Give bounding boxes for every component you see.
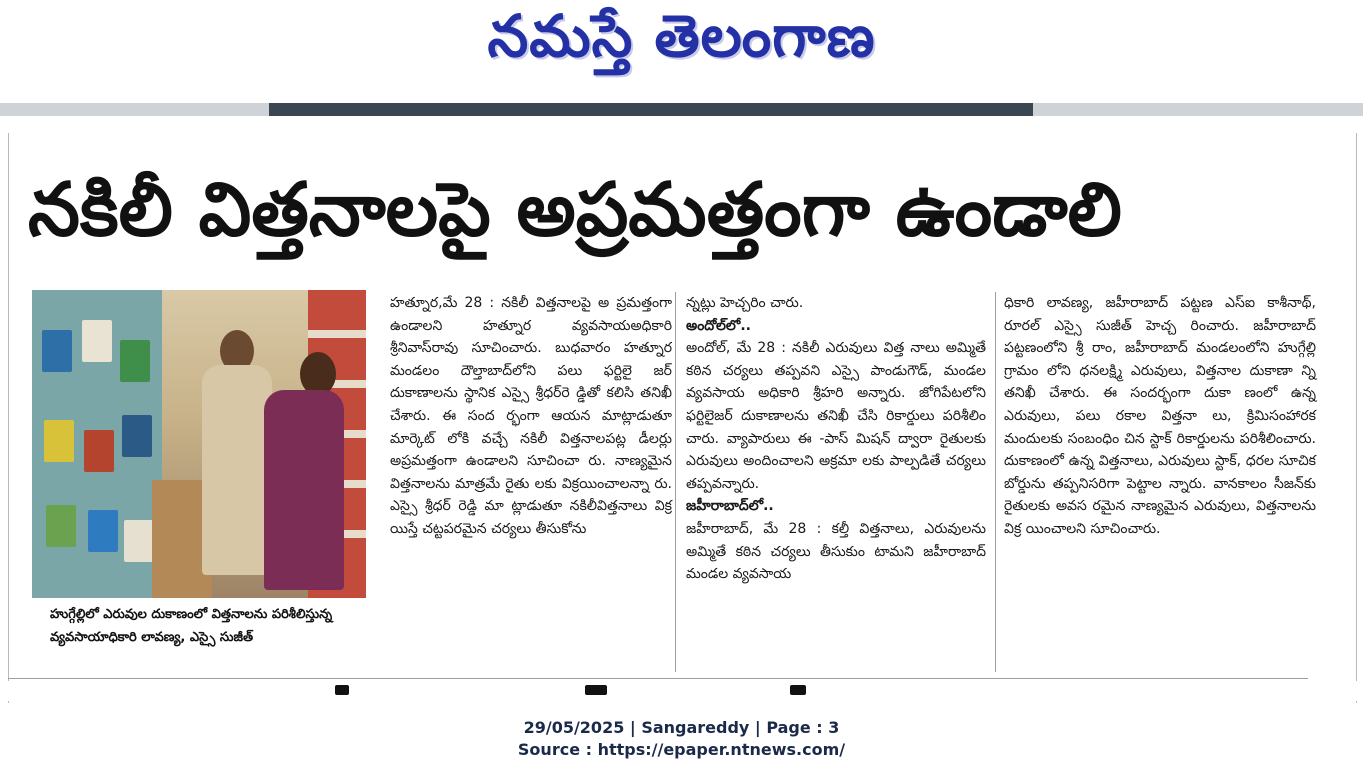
article-column-2 — [686, 292, 986, 586]
photo-shelf-left — [32, 290, 162, 598]
page-footer — [0, 717, 1363, 761]
clipping-left-border — [8, 133, 9, 703]
subheading-zaheerabad: జహీరాబాద్‌లో.. — [686, 498, 774, 515]
photo-caption: హుగ్గేల్లిలో ఎరువుల దుకాణంలో విత్తనాలను పరిశీలిస్తున్న వ్యవసాయాధికారి లావణ్య, ఎస్సై సుజీత్ — [50, 607, 333, 645]
article-bottom-rule — [8, 678, 1308, 679]
column-divider — [675, 292, 676, 672]
footer-date-edition: 29/05/2025 | Sangareddy | Page : 3 — [523, 718, 840, 737]
masthead-rule-accent — [269, 103, 1033, 116]
masthead — [0, 0, 1363, 100]
subheading-andol: అందోల్‌లో.. — [686, 317, 751, 334]
clipping-right-border — [1356, 133, 1357, 703]
article-headline: నకిలీ విత్తనాలపై అప్రమత్తంగా ఉండాలి — [28, 167, 1122, 253]
article-photo — [32, 290, 366, 598]
article-column-3 — [1004, 292, 1316, 541]
column-1-text: హత్నూర,మే 28 : నకిలీ విత్తనాలపై అ ప్రమత్తంగా ఉండాలని హత్నూర వ్యవసాయఅధికారి శ్రీనివాస్‌రావు సూచించారు. బుధవారం హత్నూర మండలం దౌల్తాబాద్‌లోని పలు ఫర్టిలై జర్ దుకాణాలను స్థానిక ఎస్సై శ్రీధర్‌రె డ్డితో కలిసి తనిఖీ చేశారు. ఈ సంద ర్భంగా ఆయన మాట్లాడుతూ మార్కెట్ లోకి వచ్చే నకిలీ విత్తనాలపట్ల డీలర్లు అప్రమత్తంగా ఉండాలని సూచించా రు. నాణ్యమైన విత్తనాలను మాత్రమే రైతు లకు విక్రయించాలన్నా రు. ఎస్సై శ్రీధర్ రెడ్డి మా ట్లాడుతూ నకిలీవిత్తనాలు విక్ర యిస్తే చట్టపరమైన చర్యలు తీసుకోను — [390, 295, 672, 537]
next-article-strip — [0, 681, 1363, 701]
column-3-text: ధికారి లావణ్య, జహీరాబాద్ పట్టణ ఎస్ఐ కాశీనాథ్, రూరల్ ఎస్సై సుజీత్ హెచ్చ రించారు. జహీరాబాద్ పట్టణంలోని శ్రీ రాం, జహీరాబాద్ మండలంలోని హుగ్గేల్లి గ్రామం లోని ధనలక్ష్మి ఎరువులు, విత్తనాల దుకాణా న్ని తనిఖీ చేశారు. ఈ సందర్భంగా దుకా ణంలో ఉన్న ఎరువులు, పలు రకాల విత్తనా లు, క్రిమిసంహారక మందులకు సంబంధిం చిన స్టాక్ రికార్డులను పరిశీలించారు. దుకాణంలో ఉన్న విత్తనాలు, ఎరువులు స్టాక్, ధరల సూచిక బోర్డును తప్పనిసరిగా పెట్టాల న్నారు. వానకాలం సీజన్‌కు రైతులకు అవస రమైన నాణ్యమైన ఎరువులు, విత్తనాలను విక్ర యించాలని సూచించారు. — [1004, 295, 1316, 537]
column-2-paragraph-2: జహీరాబాద్, మే 28 : కల్తీ విత్తనాలు, ఎరువులను అమ్మితే కఠిన చర్యలు తీసుకుం టామని జహీరాబాద్ మండల వ్యవసాయ — [686, 520, 986, 583]
article-column-1 — [390, 292, 672, 541]
column-2-paragraph-1: అందోల్, మే 28 : నకిలీ ఎరువులు విత్త నాలు అమ్మితే కఠిన చర్యలు తప్పవని ఎస్సై పాండుగౌడ్, మండల వ్యవసాయ అధికారి శ్రీహరి అన్నారు. జోగిపేటలోని ఫర్టిలైజర్ దుకాణాలను తనిఖీ చేసి రికార్డులు పరిశీలిం చారు. వ్యాపారులు ఈ -పాస్ మిషన్ ద్వారా రైతులకు ఎరువులు అందించాలని అక్రమా లకు పాల్పడితే చర్యలు తప్పవన్నారు. — [686, 340, 986, 492]
column-divider — [995, 292, 996, 672]
column-2-intro: న్నట్లు హెచ్చరిం చారు. — [686, 295, 804, 311]
footer-source-link[interactable]: Source : https://epaper.ntnews.com/ — [517, 740, 846, 759]
newspaper-logo: నమస్తే తెలంగాణ — [487, 2, 876, 70]
